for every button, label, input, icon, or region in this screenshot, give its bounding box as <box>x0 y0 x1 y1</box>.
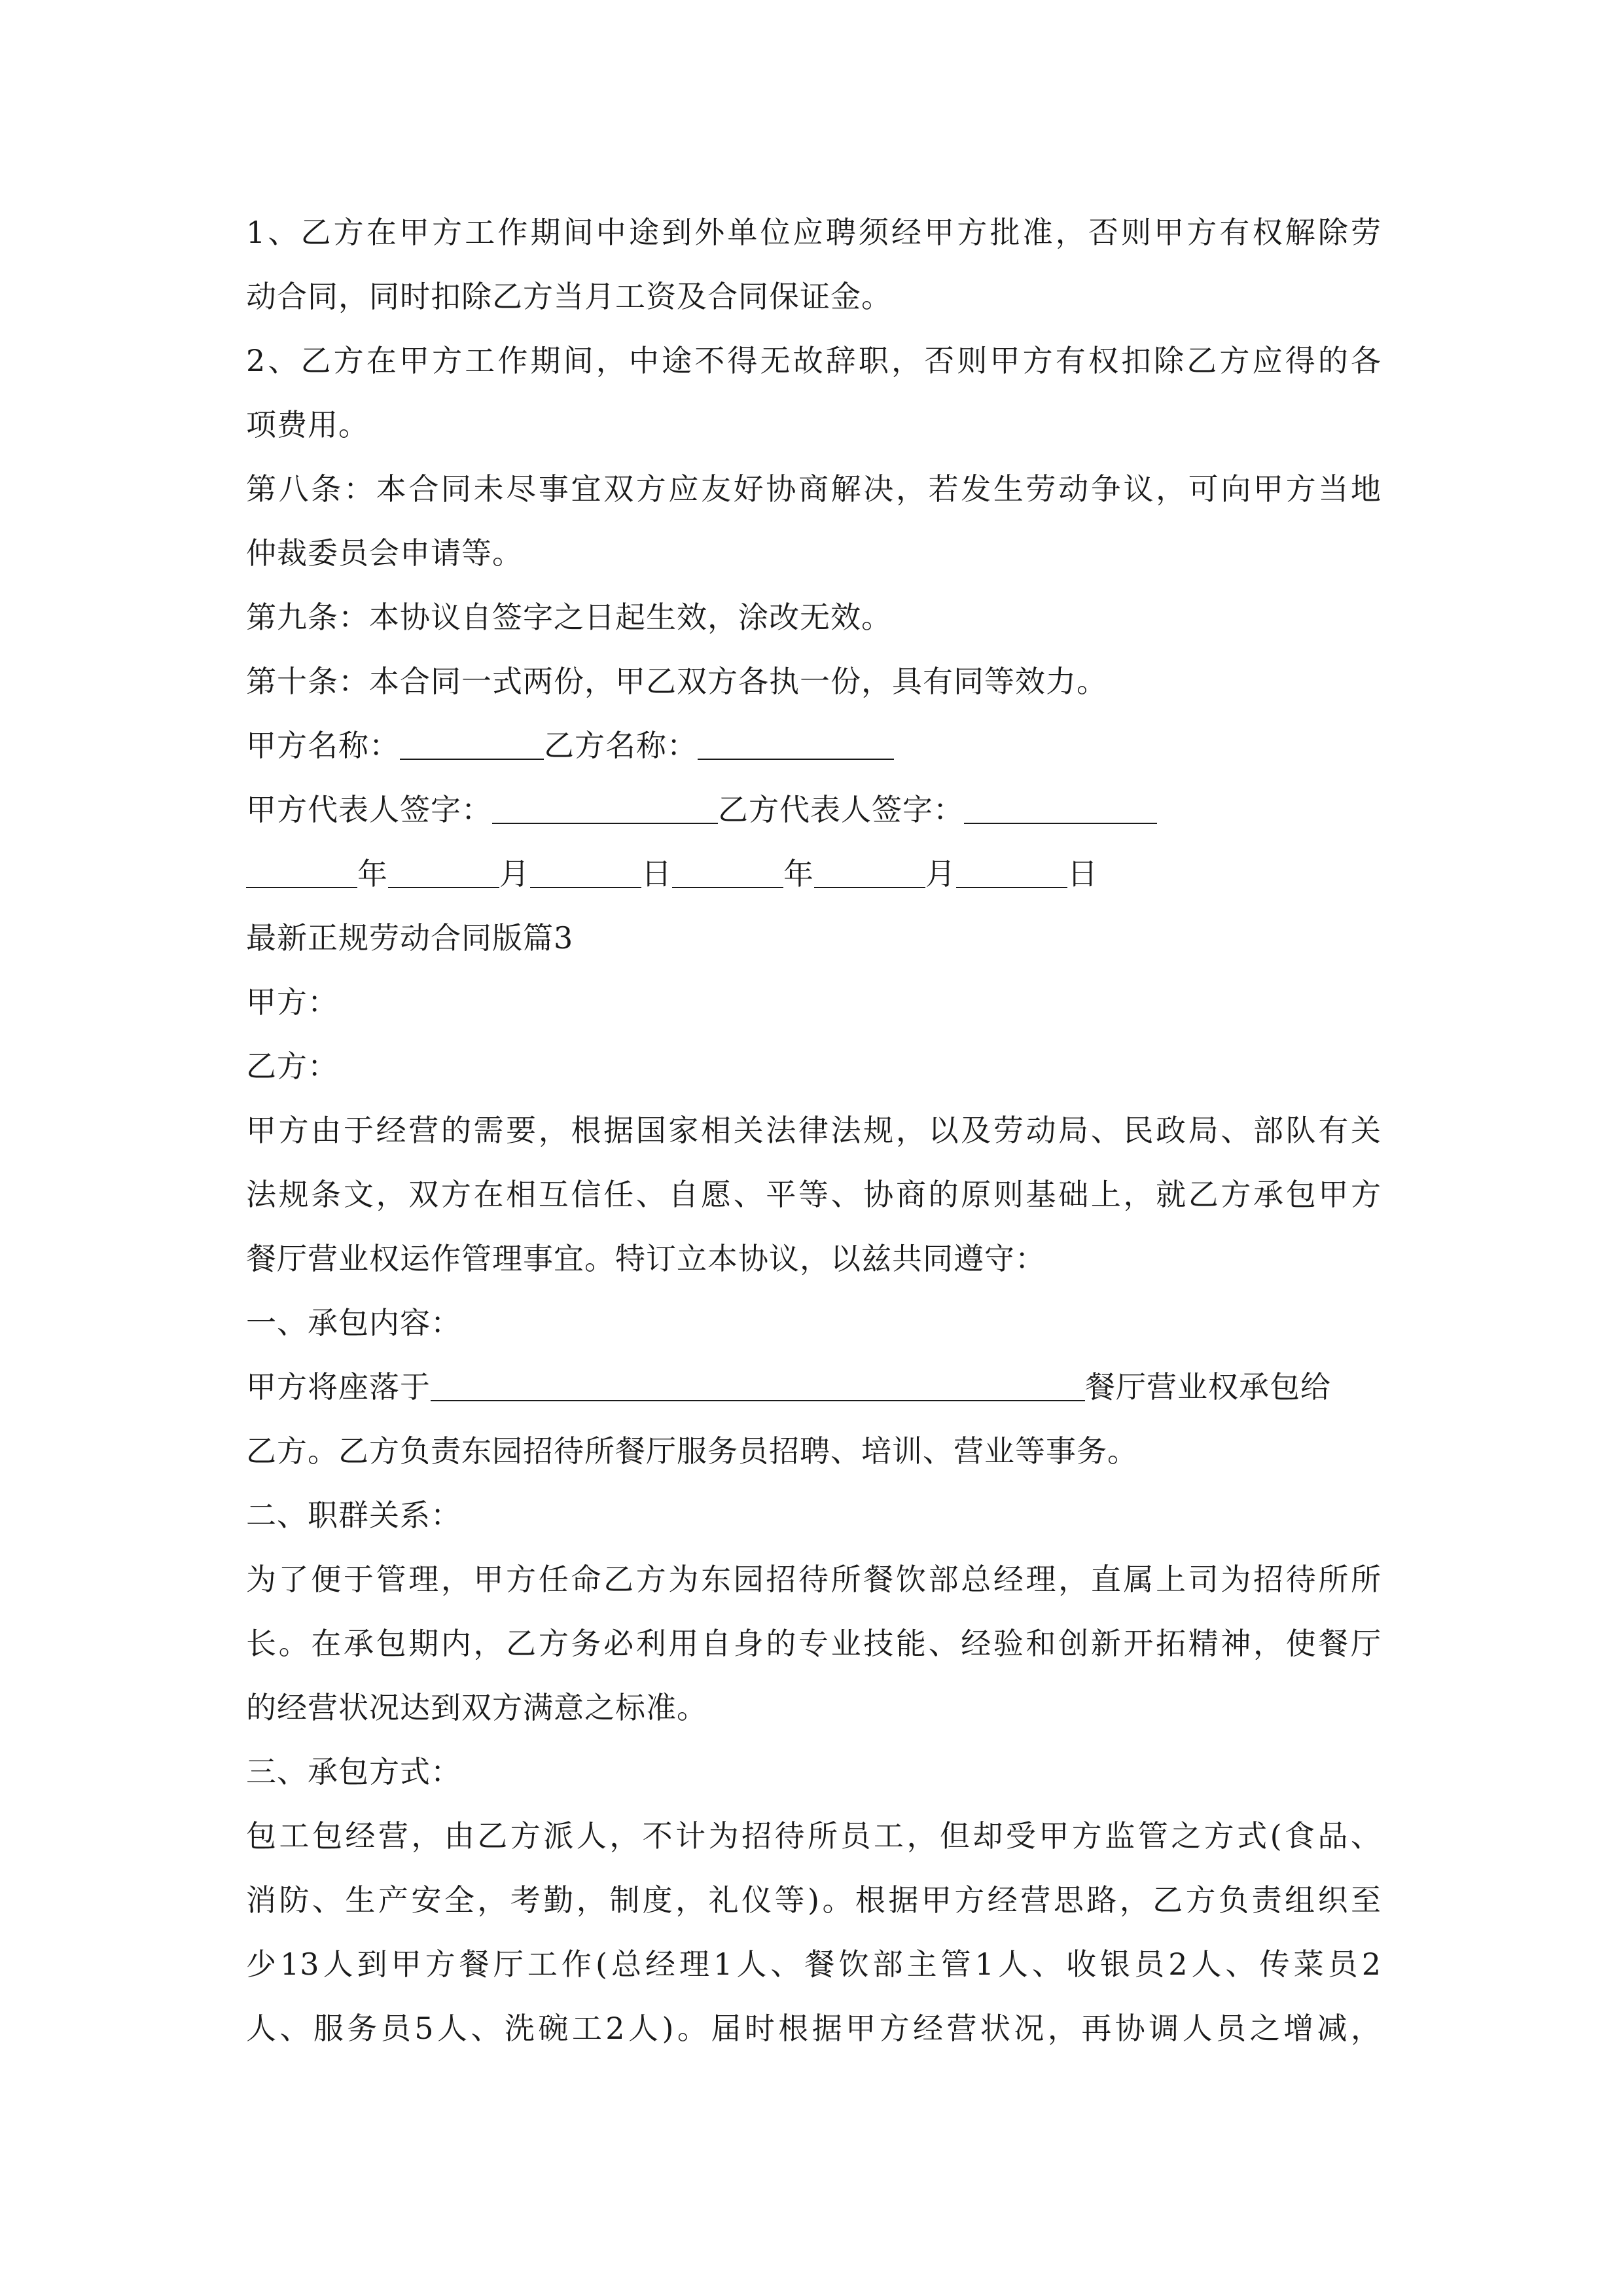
month-label: 月 <box>499 856 530 891</box>
section-3-line: 少13人到甲方餐厅工作(总经理1人、餐饮部主管1人、收银员2人、传菜员2 <box>246 1946 1382 1982</box>
clause-line: 2、乙方在甲方工作期间，中途不得无故辞职，否则甲方有权扣除乙方应得的各 <box>246 343 1382 378</box>
document-body <box>246 200 1382 2060</box>
year-label: 年 <box>357 856 388 891</box>
section-2-line: 的经营状况达到双方满意之标准。 <box>246 1690 707 1725</box>
section-3-title: 三、承包方式： <box>246 1754 461 1789</box>
date-row <box>246 842 1382 906</box>
section-3-line: 人、服务员5人、洗碗工2人)。届时根据甲方经营状况，再协调人员之增减， <box>246 2011 1382 2046</box>
article-10-line: 第十条：本合同一式两份，甲乙双方各执一份，具有同等效力。 <box>246 664 1107 699</box>
month-blank[interactable] <box>814 858 925 888</box>
signature-rep-row <box>246 778 1382 842</box>
section-1-title: 一、承包内容： <box>246 1305 461 1340</box>
section-1-line: 乙方。乙方负责东园招待所餐厅服务员招聘、培训、营业等事务。 <box>246 1433 1138 1469</box>
section-2-line: 长。在承包期内，乙方务必利用自身的专业技能、经验和创新开拓精神，使餐厅 <box>246 1626 1382 1661</box>
party-a-name-blank[interactable] <box>400 730 544 760</box>
section-2-line: 为了便于管理，甲方任命乙方为东园招待所餐饮部总经理，直属上司为招待所所 <box>246 1562 1382 1597</box>
party-b-name-blank[interactable] <box>698 730 894 760</box>
day-label: 日 <box>1067 856 1098 891</box>
preamble-line: 餐厅营业权运作管理事宜。特订立本协议，以兹共同遵守： <box>246 1241 1046 1276</box>
year-label: 年 <box>783 856 814 891</box>
location-suffix: 餐厅营业权承包给 <box>1085 1369 1331 1405</box>
day-blank[interactable] <box>530 858 641 888</box>
location-blank[interactable] <box>431 1371 1085 1401</box>
clause-line: 动合同，同时扣除乙方当月工资及合同保证金。 <box>246 279 892 314</box>
party-b-rep-label: 乙方代表人签字： <box>718 792 964 827</box>
clause-line: 项费用。 <box>246 407 369 442</box>
month-label: 月 <box>925 856 956 891</box>
party-b-name-label: 乙方名称： <box>544 728 698 763</box>
year-blank[interactable] <box>672 858 783 888</box>
month-blank[interactable] <box>388 858 499 888</box>
article-8-line: 仲裁委员会申请等。 <box>246 535 523 571</box>
party-b-label: 乙方： <box>246 1049 338 1084</box>
section-3-line: 消防、生产安全，考勤，制度，礼仪等)。根据甲方经营思路，乙方负责组织至 <box>246 1882 1382 1918</box>
clause-line: 1、乙方在甲方工作期间中途到外单位应聘须经甲方批准，否则甲方有权解除劳 <box>246 215 1382 250</box>
location-label: 甲方将座落于 <box>246 1369 431 1405</box>
article-9-line: 第九条：本协议自签字之日起生效，涂改无效。 <box>246 600 892 635</box>
section-3-line: 包工包经营，由乙方派人，不计为招待所员工，但却受甲方监管之方式(食品、 <box>246 1818 1382 1854</box>
party-a-label: 甲方： <box>246 984 338 1020</box>
party-a-rep-blank[interactable] <box>492 794 718 824</box>
party-a-rep-label: 甲方代表人签字： <box>246 792 492 827</box>
preamble-line: 甲方由于经营的需要，根据国家相关法律法规，以及劳动局、民政局、部队有关 <box>246 1113 1382 1148</box>
day-label: 日 <box>641 856 672 891</box>
preamble-line: 法规条文，双方在相互信任、自愿、平等、协商的原则基础上，就乙方承包甲方 <box>246 1177 1382 1212</box>
year-blank[interactable] <box>246 858 357 888</box>
article-8-line: 第八条：本合同未尽事宜双方应友好协商解决，若发生劳动争议，可向甲方当地 <box>246 471 1382 507</box>
day-blank[interactable] <box>956 858 1067 888</box>
section-1-line <box>246 1355 1382 1419</box>
signature-name-row <box>246 713 1382 778</box>
party-a-name-label: 甲方名称： <box>246 728 400 763</box>
party-b-rep-blank[interactable] <box>964 794 1157 824</box>
section-heading: 最新正规劳动合同版篇3 <box>246 920 574 956</box>
section-2-title: 二、职群关系： <box>246 1498 461 1533</box>
